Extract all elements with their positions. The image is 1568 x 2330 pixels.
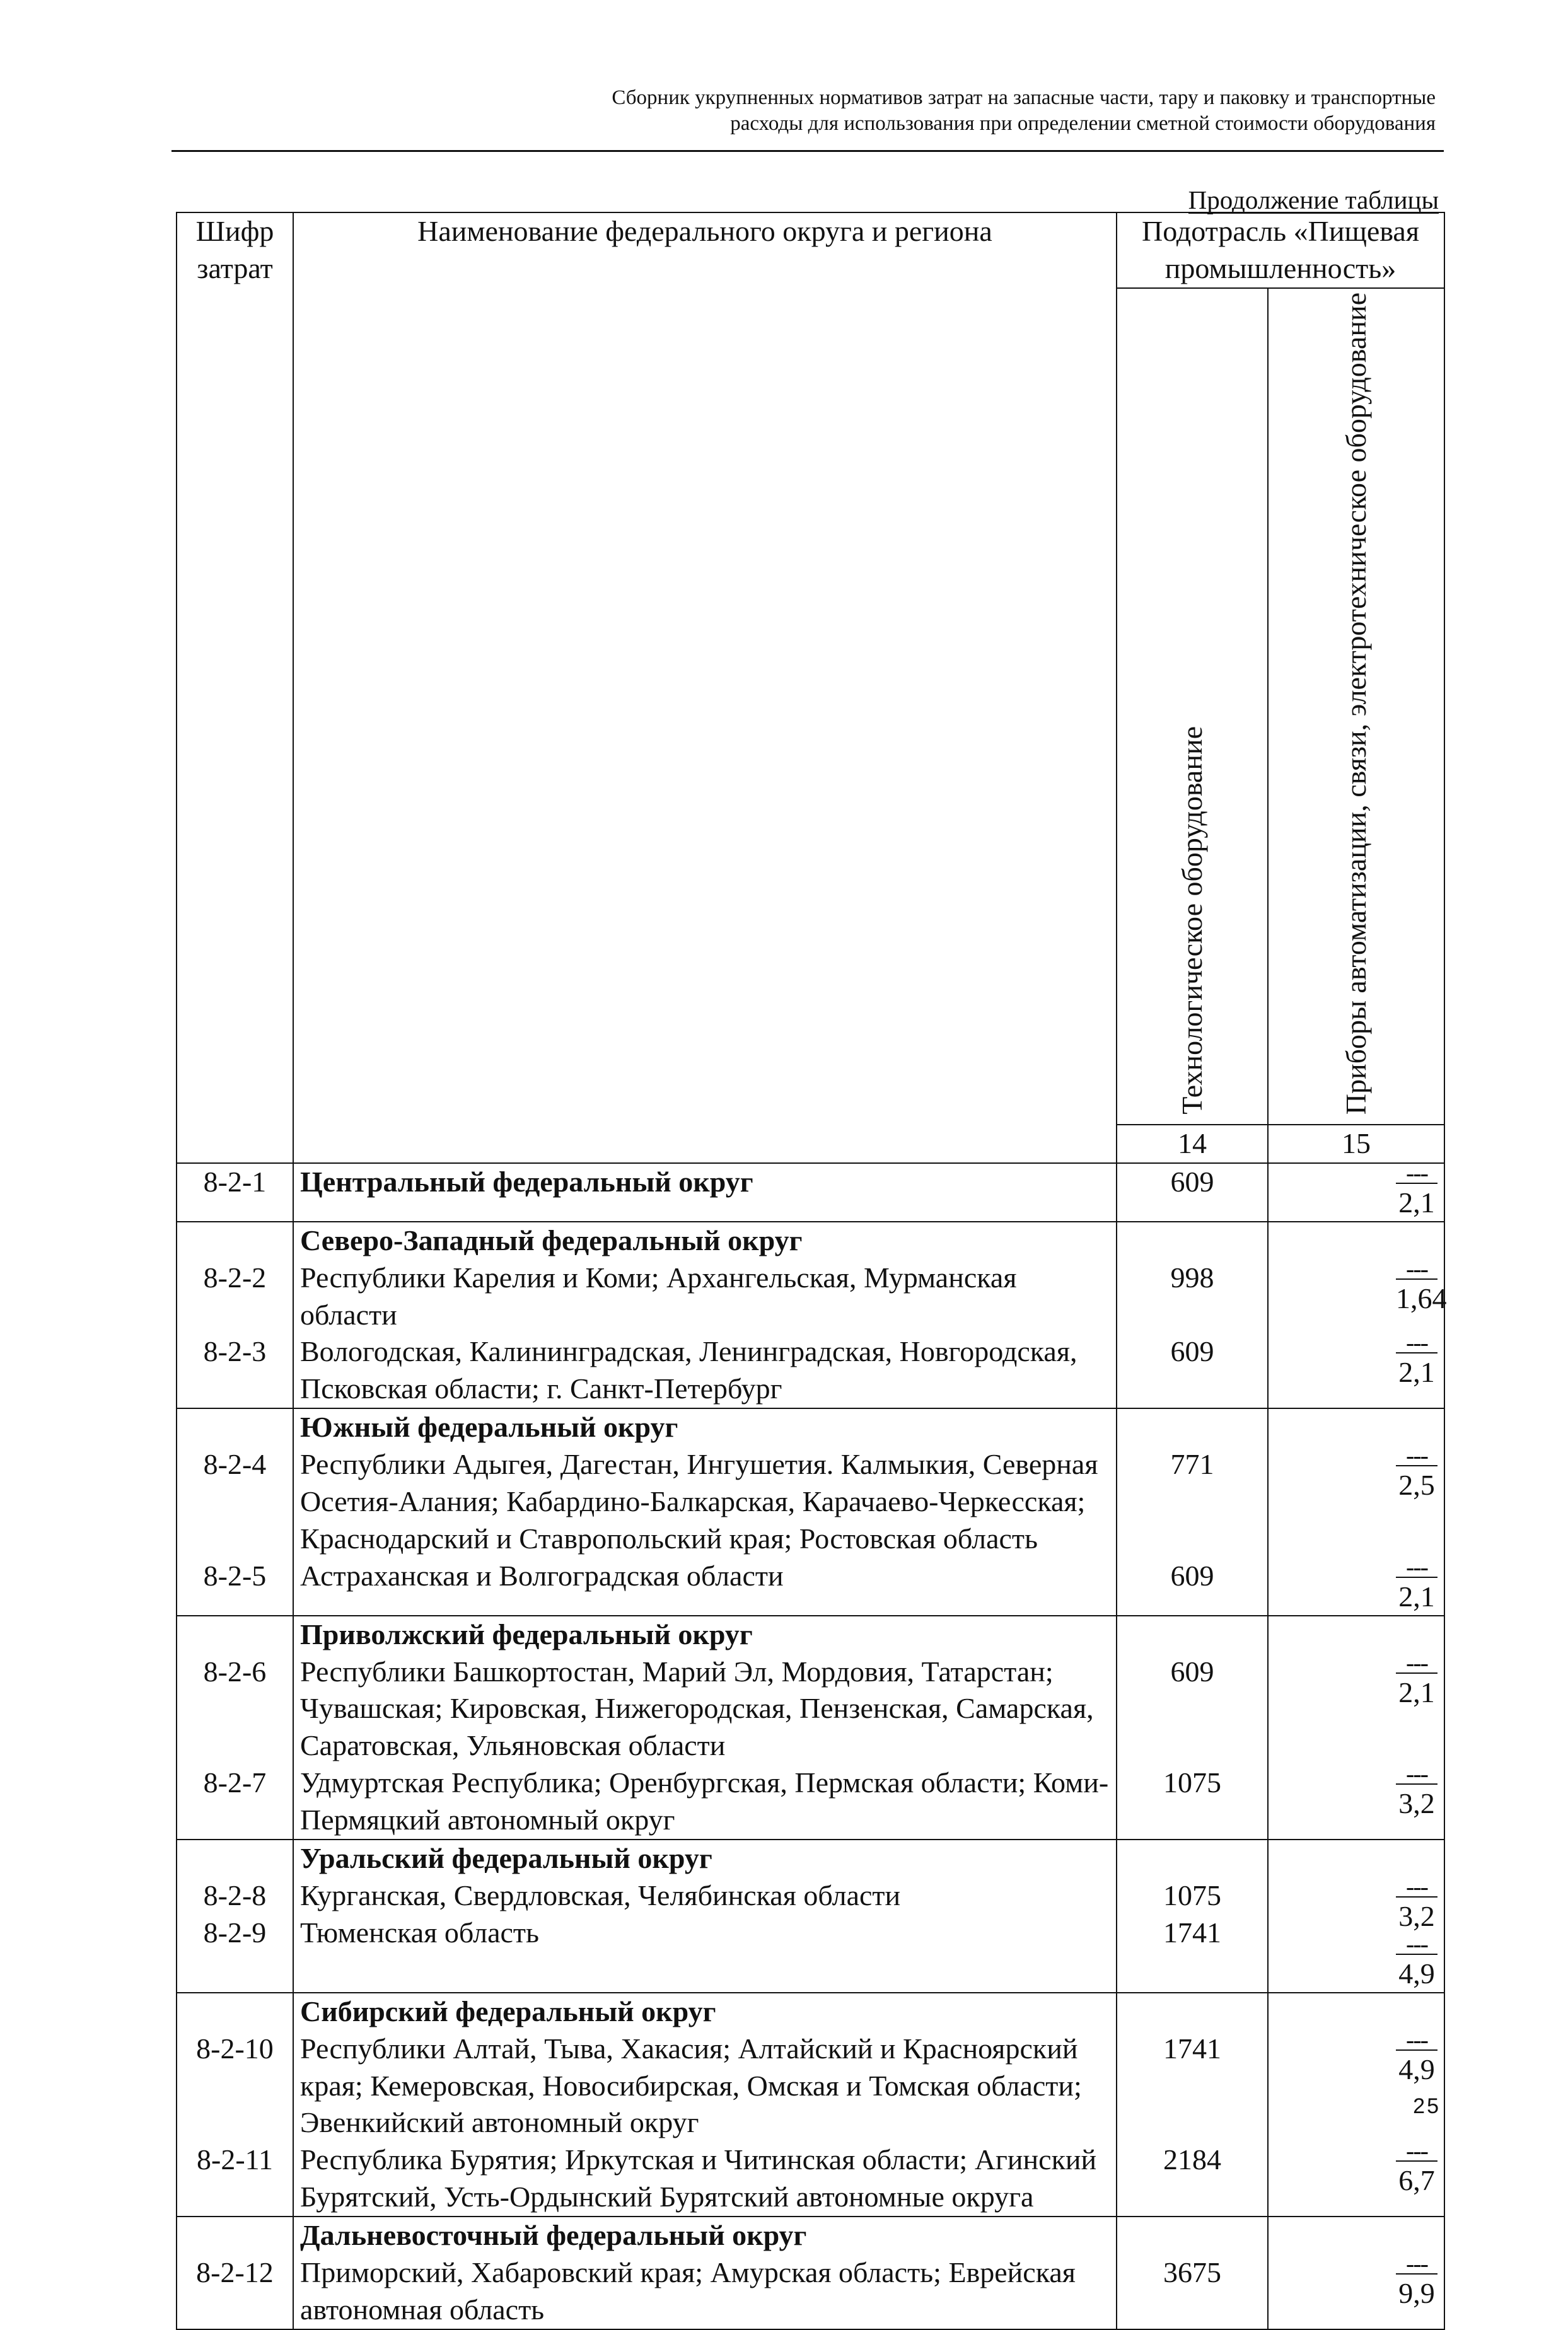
spacer	[1275, 1840, 1437, 1877]
district-group-row	[177, 1222, 1444, 1408]
fraction-dash: ---	[1406, 1653, 1427, 1672]
table-body	[177, 1163, 1447, 2329]
tech-equipment-value: 1741	[1163, 1916, 1221, 1949]
cost-code: 8-2-5	[203, 1559, 267, 1592]
district-heading: Южный федеральный округ	[300, 1411, 678, 1444]
tech-equipment-value: 1741	[1163, 2032, 1221, 2065]
region-name: Вологодская, Калининградская, Ленинградская, Новгородская, Псковская области; г. Санкт-Петербург	[300, 1335, 1077, 1405]
automation-equipment-fraction	[1396, 1446, 1437, 1558]
fraction-dash: ---	[1406, 1934, 1427, 1954]
tech-equipment-value: 609	[1170, 1165, 1214, 1198]
cost-code: 8-2-9	[203, 1916, 267, 1949]
district-heading: Северо-Западный федеральный округ	[300, 1224, 803, 1256]
tech-equipment-value: 2184	[1163, 2143, 1221, 2176]
automation-equipment-cell	[1268, 1163, 1444, 1222]
tech-equipment-cell	[1117, 1222, 1268, 1408]
district-heading: Сибирский федеральный округ	[300, 1995, 716, 2027]
cost-code: 8-2-7	[203, 1766, 267, 1799]
automation-equipment-fraction	[1396, 1877, 1437, 1935]
cost-code-cell	[177, 1408, 293, 1616]
header-col-15	[1268, 288, 1444, 1125]
automation-equipment-value: 4,9	[1398, 1957, 1435, 1990]
fraction-dash: ---	[1406, 1259, 1427, 1278]
district-group-row	[177, 1163, 1444, 1222]
automation-equipment-cell	[1268, 1616, 1444, 1840]
region-cell	[293, 2217, 1117, 2329]
district-group-row	[177, 2217, 1444, 2329]
spacer	[177, 1993, 293, 2031]
fraction-dash: ---	[1406, 2142, 1427, 2161]
cost-code: 8-2-11	[197, 2143, 273, 2176]
spacer	[1124, 1222, 1261, 1260]
header-col-15-number: 15	[1268, 1125, 1444, 1163]
region-name: Республики Адыгея, Дагестан, Ингушетия. Калмыкия, Северная Осетия-Алания; Кабардино-Балкарская, Карачаево-Черкесская; Краснодарский и Ставропольский края; Ростовская область	[300, 1448, 1098, 1555]
region-cell	[293, 1222, 1117, 1408]
district-heading: Центральный федеральный округ	[300, 1165, 753, 1198]
region-cell	[293, 1616, 1117, 1840]
fraction-dash: ---	[1406, 1557, 1427, 1577]
fraction-dash: ---	[1406, 2254, 1427, 2273]
spacer	[1275, 1616, 1437, 1654]
district-group-row	[177, 1840, 1444, 1993]
automation-equipment-fraction	[1396, 2254, 1437, 2329]
cost-code: 8-2-3	[203, 1335, 267, 1368]
spacer	[1275, 2217, 1437, 2254]
tech-equipment-cell	[1117, 1993, 1268, 2217]
automation-equipment-cell	[1268, 2217, 1444, 2329]
automation-equipment-value: 1,64	[1396, 1282, 1447, 1314]
automation-equipment-value: 6,7	[1398, 2164, 1435, 2197]
tech-equipment-value: 1075	[1163, 1766, 1221, 1799]
tech-equipment-cell	[1117, 1163, 1268, 1222]
region-name: Республики Башкортостан, Марий Эл, Мордовия, Татарстан; Чувашская; Кировская, Нижегородская, Пензенская, Самарская, Саратовская, Ульяновская области	[300, 1655, 1094, 1762]
spacer	[177, 1409, 293, 1446]
spacer	[1124, 1409, 1261, 1446]
header-col-15-title: Приборы автоматизации, связи, электротехническое оборудование	[1340, 292, 1373, 1115]
cost-code: 8-2-8	[203, 1879, 267, 1911]
header-cost-code: Шифр затрат	[177, 212, 293, 1163]
district-heading: Приволжский федеральный округ	[300, 1618, 753, 1650]
spacer	[1124, 1993, 1261, 2031]
tech-equipment-cell	[1117, 1408, 1268, 1616]
cost-norms-table	[176, 212, 1445, 2330]
tech-equipment-value: 609	[1170, 1335, 1214, 1368]
automation-equipment-value: 2,1	[1398, 1676, 1435, 1708]
tech-equipment-value: 998	[1170, 1261, 1214, 1294]
district-heading: Дальневосточный федеральный округ	[300, 2219, 807, 2251]
fraction-dash: ---	[1406, 2030, 1427, 2049]
region-name: Курганская, Свердловская, Челябинская области	[300, 1879, 901, 1911]
cost-code-cell	[177, 1993, 293, 2217]
automation-equipment-fraction	[1396, 1558, 1437, 1615]
region-name: Республики Карелия и Коми; Архангельская, Мурманская области	[300, 1261, 1017, 1331]
automation-equipment-fraction	[1396, 1164, 1437, 1221]
region-name: Удмуртская Республика; Оренбургская, Пермская области; Коми-Пермяцкий автономный округ	[300, 1766, 1109, 1836]
automation-equipment-value: 2,5	[1398, 1469, 1435, 1501]
automation-equipment-fraction	[1396, 1333, 1437, 1408]
running-header-line-2: расходы для использования при определении сметной стоимости оборудования	[730, 112, 1436, 135]
spacer	[177, 2217, 293, 2254]
tech-equipment-cell	[1117, 1840, 1268, 1993]
automation-equipment-cell	[1268, 1222, 1447, 1408]
district-heading: Уральский федеральный округ	[300, 1841, 712, 1874]
spacer	[177, 1840, 293, 1877]
header-district-region: Наименование федерального округа и региона	[293, 212, 1117, 1163]
automation-equipment-value: 3,2	[1398, 1899, 1435, 1932]
header-subsector: Подотрасль «Пищевая промышленность»	[1117, 212, 1444, 288]
cost-code: 8-2-4	[203, 1448, 267, 1480]
automation-equipment-value: 2,1	[1398, 1186, 1435, 1219]
region-name: Тюменская область	[300, 1916, 539, 1949]
region-name: Приморский, Хабаровский края; Амурская область; Еврейская автономная область	[300, 2256, 1076, 2326]
cost-code-cell	[177, 1163, 293, 1222]
cost-code: 8-2-1	[203, 1165, 267, 1198]
automation-equipment-value: 9,9	[1398, 2276, 1435, 2309]
automation-equipment-cell	[1268, 1408, 1444, 1616]
fraction-dash: ---	[1406, 1333, 1427, 1353]
cost-code: 8-2-12	[196, 2256, 274, 2288]
automation-equipment-fraction	[1396, 2031, 1437, 2142]
region-name: Республики Алтай, Тыва, Хакасия; Алтайский и Красноярский края; Кемеровская, Новосибирская, Омская и Томская области; Эвенкийский автономный округ	[300, 2032, 1082, 2139]
district-group-row	[177, 1408, 1444, 1616]
region-cell	[293, 1408, 1117, 1616]
tech-equipment-cell	[1117, 2217, 1268, 2329]
tech-equipment-value: 609	[1170, 1655, 1214, 1688]
district-group-row	[177, 1616, 1444, 1840]
spacer	[1124, 2217, 1261, 2254]
district-group-row	[177, 1993, 1444, 2217]
cost-code-cell	[177, 1222, 293, 1408]
automation-equipment-fraction	[1396, 1935, 1437, 1992]
region-cell	[293, 1993, 1117, 2217]
tech-equipment-value: 1075	[1163, 1879, 1221, 1911]
region-cell	[293, 1840, 1117, 1993]
fraction-dash: ---	[1406, 1765, 1427, 1784]
spacer	[1124, 1616, 1261, 1654]
table-continuation-note: Продолжение таблицы	[1188, 185, 1439, 214]
fraction-dash: ---	[1406, 1877, 1427, 1896]
cost-code-cell	[177, 1616, 293, 1840]
automation-equipment-value: 3,2	[1398, 1787, 1435, 1820]
header-col-14-title: Технологическое оборудование	[1176, 726, 1209, 1115]
region-cell	[293, 1163, 1117, 1222]
cost-code: 8-2-6	[203, 1655, 267, 1688]
spacer	[177, 1616, 293, 1654]
spacer	[1124, 1840, 1261, 1877]
header-col-14	[1117, 288, 1268, 1125]
cost-code-cell	[177, 1840, 293, 1993]
cost-code-cell	[177, 2217, 293, 2329]
automation-equipment-value: 2,1	[1398, 1356, 1435, 1389]
tech-equipment-value: 771	[1170, 1448, 1214, 1480]
running-header-line-1: Сборник укрупненных нормативов затрат на запасные части, тару и паковку и транспортные	[612, 86, 1436, 109]
spacer	[1275, 1993, 1437, 2031]
tech-equipment-value: 609	[1170, 1559, 1214, 1592]
automation-equipment-fraction	[1396, 1765, 1437, 1839]
region-name: Астраханская и Волгоградская области	[300, 1559, 784, 1592]
header-col-14-number: 14	[1117, 1125, 1268, 1163]
fraction-dash: ---	[1406, 1163, 1427, 1183]
automation-equipment-cell	[1268, 1840, 1444, 1993]
spacer	[1275, 1409, 1437, 1446]
automation-equipment-value: 4,9	[1398, 2053, 1435, 2085]
header-rule	[171, 150, 1444, 152]
automation-equipment-value: 2,1	[1398, 1580, 1435, 1613]
automation-equipment-fraction	[1396, 2142, 1437, 2216]
tech-equipment-value: 3675	[1163, 2256, 1221, 2288]
automation-equipment-fraction	[1396, 1654, 1437, 1765]
spacer	[177, 1222, 293, 1260]
page-number: 25	[1413, 2094, 1441, 2118]
cost-code: 8-2-2	[203, 1261, 267, 1294]
fraction-dash: ---	[1406, 1446, 1427, 1465]
region-name: Республика Бурятия; Иркутская и Читинская области; Агинский Бурятский, Усть-Ордынский Бурятский автономные округа	[300, 2143, 1097, 2213]
tech-equipment-cell	[1117, 1616, 1268, 1840]
automation-equipment-fraction	[1396, 1259, 1447, 1334]
cost-code: 8-2-10	[196, 2032, 274, 2065]
spacer	[1275, 1222, 1437, 1260]
